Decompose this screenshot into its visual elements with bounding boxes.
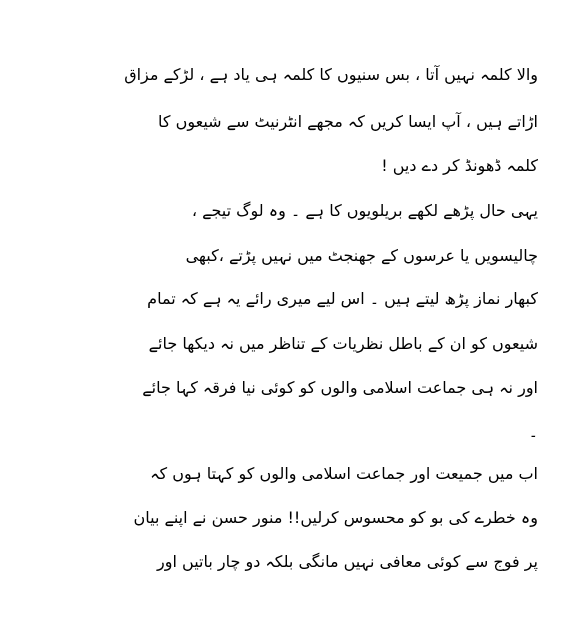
- text-line: وہ خطرے کی بو کو محسوس کرلیں!! منور حسن نے اپنے بیان: [133, 508, 538, 527]
- text-line: اڑاتے ہیں ، آپ ایسا کریں کہ مجھے انٹرنیٹ سے شیعوں کا: [158, 112, 538, 131]
- text-line: چالیسویں یا عرسوں کے جھنجٹ میں نہیں پڑتے ،کبھی: [185, 246, 538, 265]
- text-line: کلمہ ڈھونڈ کر دے دیں !: [381, 156, 538, 175]
- text-line: یہی حال پڑھے لکھے بریلویوں کا ہے ۔ وہ لوگ تیجے ،: [191, 201, 538, 220]
- text-line: اب میں جمیعت اور جماعت اسلامی والوں کو کہتا ہوں کہ: [150, 464, 538, 483]
- text-line: ۔: [528, 422, 538, 441]
- text-line: پر فوج سے کوئی معافی نہیں مانگی بلکہ دو چار باتیں اور: [157, 552, 538, 571]
- text-line: والا کلمہ نہیں آتا ، بس سنیوں کا کلمہ ہی یاد ہے ، لڑکے مزاق: [124, 65, 538, 84]
- text-line: کبھار نماز پڑھ لیتے ہیں ۔ اس لیے میری رائے یہ ہے کہ تمام: [147, 289, 538, 308]
- text-line: اور نہ ہی جماعت اسلامی والوں کو کوئی نیا فرقہ کہا جائے: [142, 378, 538, 397]
- text-line: شیعوں کو ان کے باطل نظریات کے تناظر میں نہ دیکھا جائے: [148, 334, 538, 353]
